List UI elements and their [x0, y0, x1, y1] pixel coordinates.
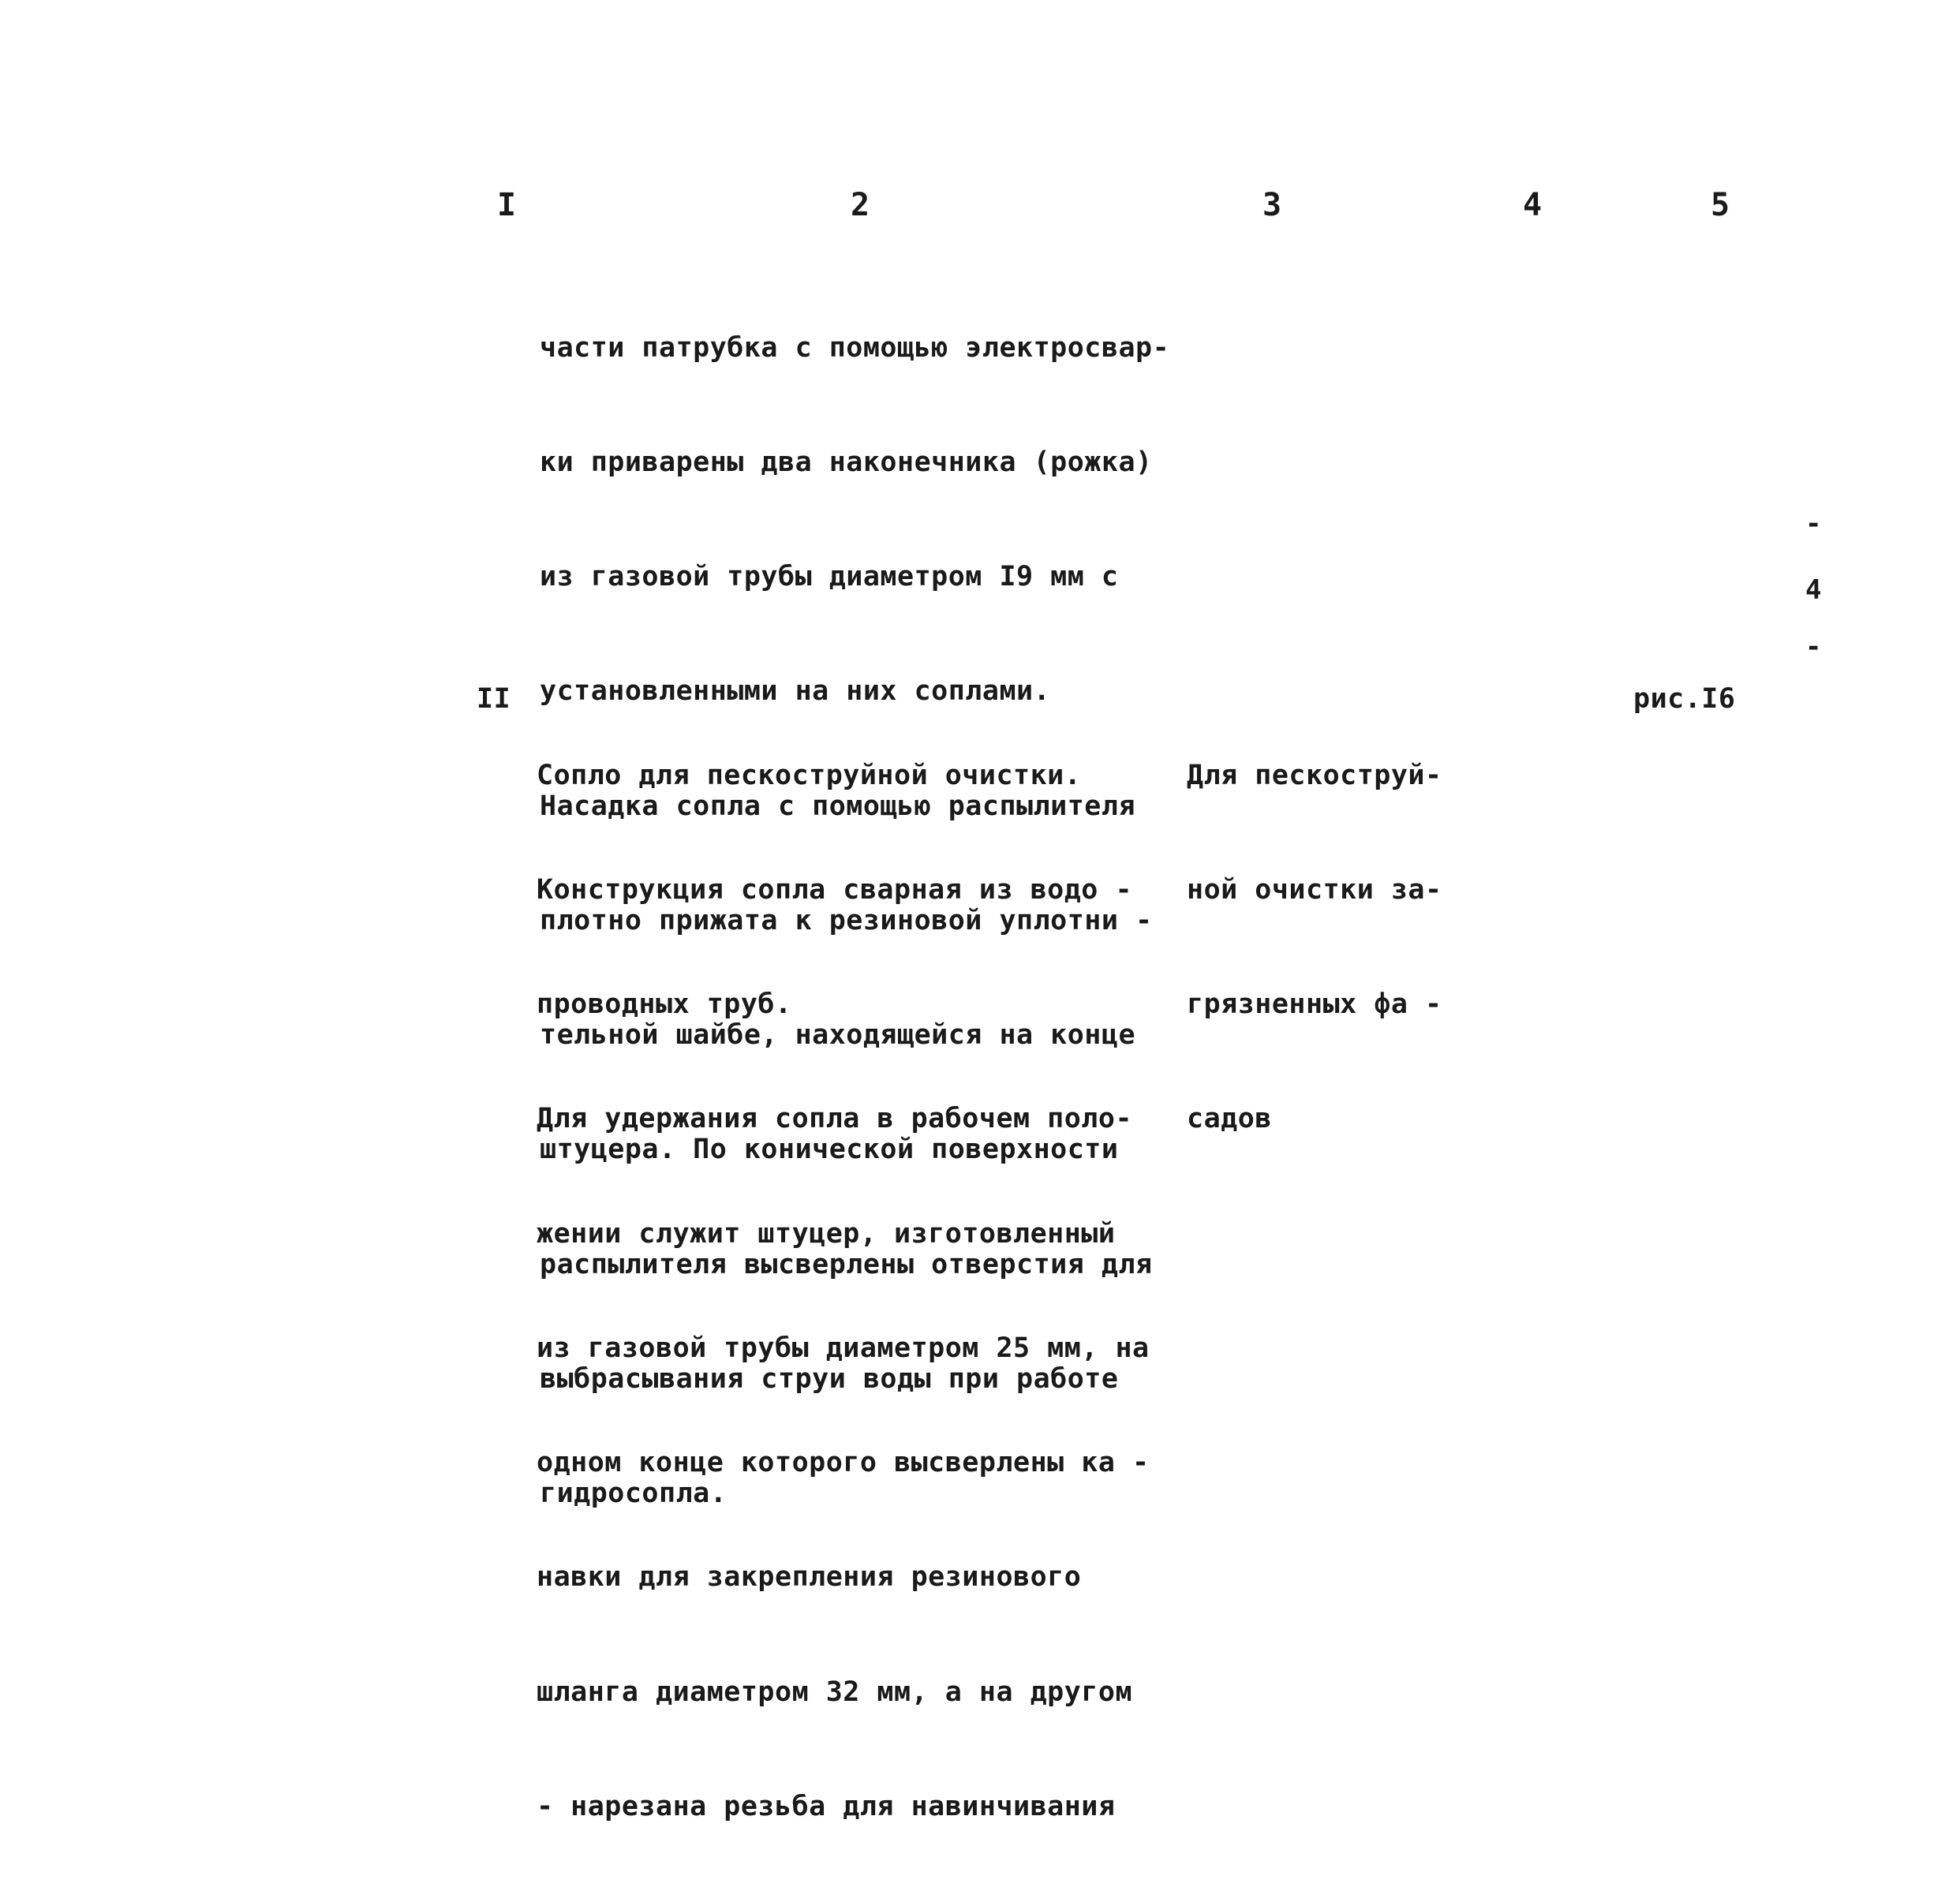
text-line: установленными на них соплами. [540, 675, 1051, 708]
text-line: грязненных фа - [1187, 988, 1442, 1021]
row-number: II [477, 683, 511, 715]
text-line: Для пескоструй- [1187, 759, 1442, 791]
text-line: плотно прижата к резиновой уплотни - [540, 904, 1153, 936]
text-line: Насадка сопла с помощью распылителя [540, 790, 1136, 822]
text-line: жении служит штуцер, изготовленный [537, 1217, 1116, 1250]
text-line: - нарезана резьба для навинчивания [537, 1790, 1116, 1822]
page-mark-dash-top: - [1805, 508, 1822, 540]
row-11-purpose [1187, 680, 1442, 1215]
text-line: проводных труб. [537, 988, 792, 1021]
page-mark-dash-bottom: - [1805, 631, 1822, 663]
column-header-1: I [497, 187, 517, 223]
text-line: ки приварены два наконечника (рожка) [540, 447, 1153, 479]
text-line: садов [1187, 1103, 1272, 1135]
text-line: ной очистки за- [1187, 874, 1442, 906]
column-header-5: 5 [1711, 187, 1730, 223]
text-line: части патрубка с помощью электросвар- [540, 331, 1170, 364]
text-line: гидросопла. [540, 1478, 728, 1509]
text-line: из газовой трубы диаметром 25 мм, на [537, 1332, 1150, 1364]
text-line: выбрасывания струи воды при работе [540, 1362, 1119, 1395]
text-line: шланга диаметром 32 мм, а на другом [537, 1676, 1133, 1708]
column-header-3: 3 [1262, 187, 1282, 223]
text-line: распылителя высверлены отверстия для [540, 1248, 1153, 1280]
text-line: Для удержания сопла в рабочем поло- [537, 1103, 1133, 1135]
text-line: Конструкция сопла сварная из водо - [537, 874, 1133, 906]
column-header-4: 4 [1523, 187, 1543, 223]
row-11-description [537, 680, 1150, 1902]
text-line: штуцера. По конической поверхности [540, 1134, 1119, 1166]
text-line: тельной шайбе, находящейся на конце [540, 1019, 1136, 1052]
text-line: Сопло для пескоструйной очистки. [537, 759, 1082, 791]
page-number: 4 [1805, 574, 1822, 606]
column-header-2: 2 [851, 187, 870, 223]
text-line: из газовой трубы диаметром I9 мм с [540, 561, 1119, 593]
text-line: навки для закрепления резинового [537, 1561, 1082, 1594]
row-11-figure-ref: рис.I6 [1633, 683, 1736, 715]
text-line: одном конце которого высверлены ка - [537, 1447, 1150, 1479]
